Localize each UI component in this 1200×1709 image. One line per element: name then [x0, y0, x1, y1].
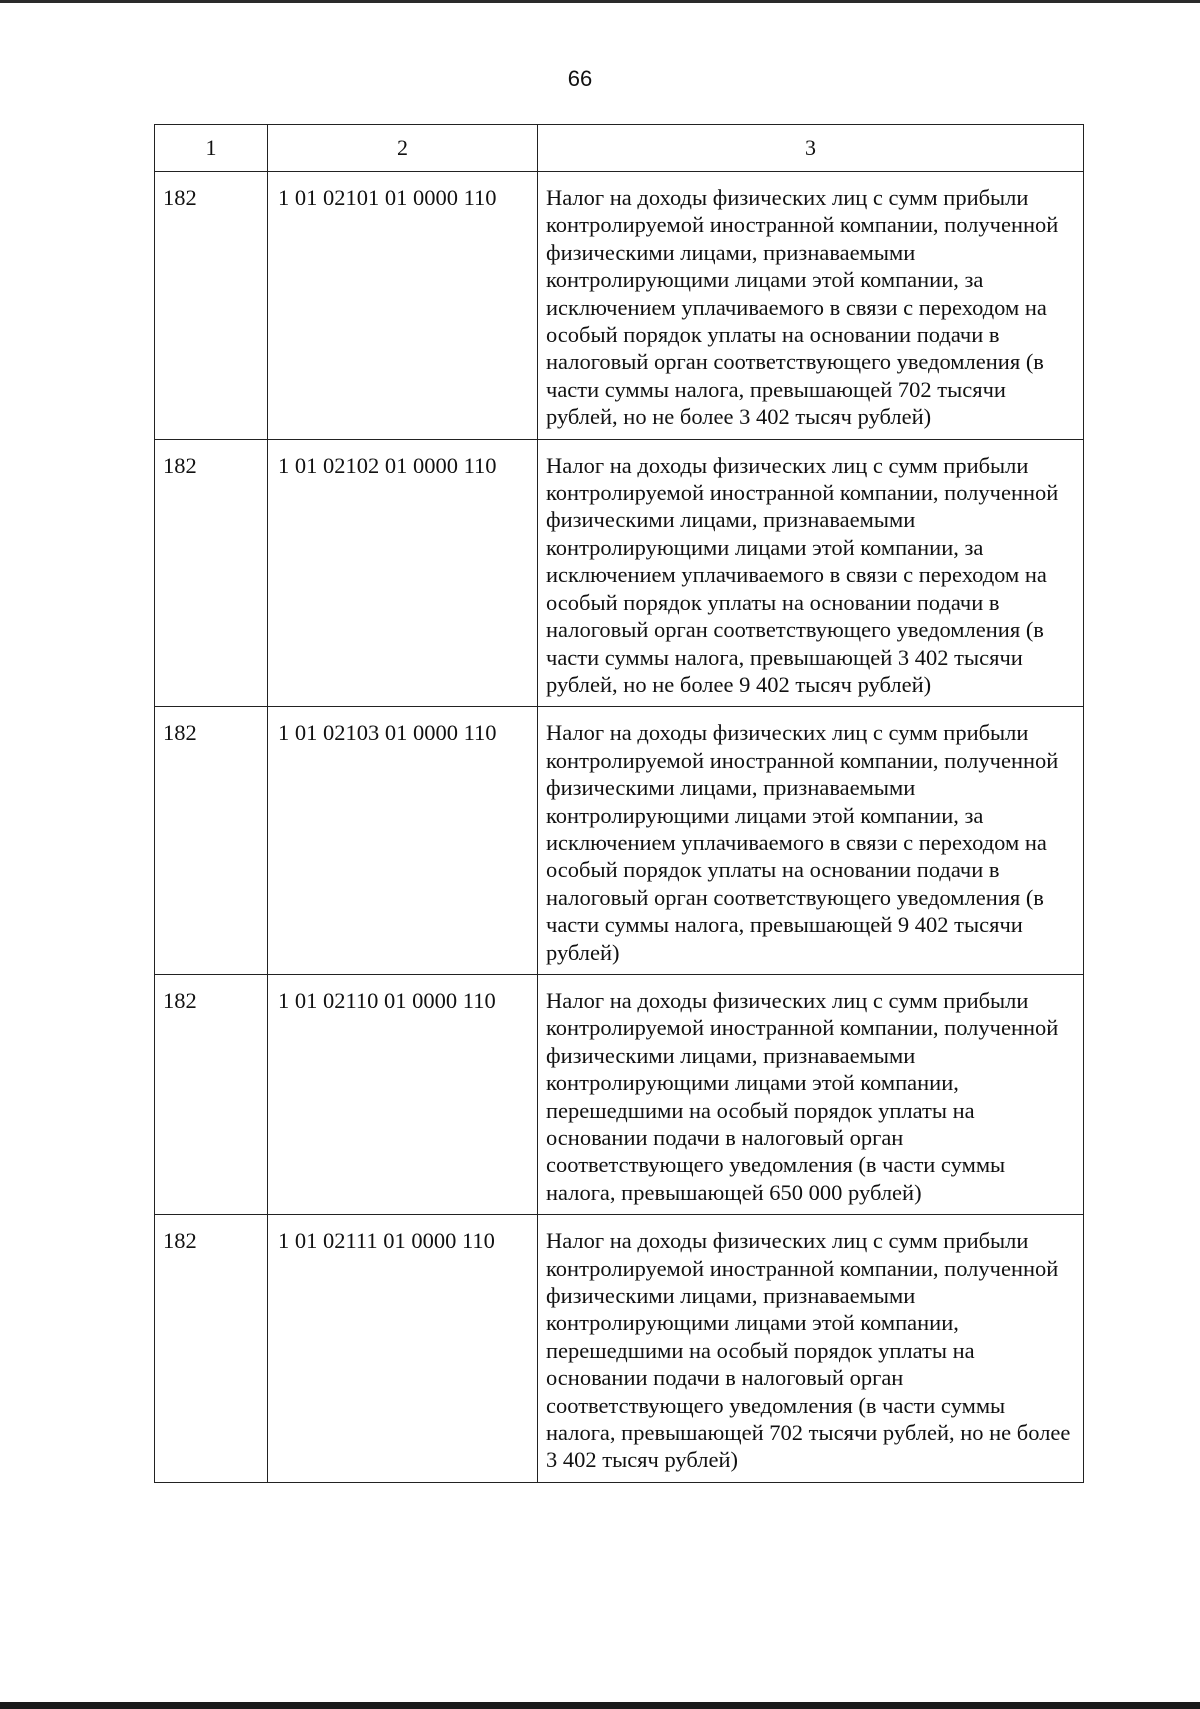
admin-code-cell: 182	[155, 974, 268, 1214]
description-cell: Налог на доходы физических лиц с сумм прибыли контролируемой иностранной компании, полученной физическими лицами, признаваемыми контролирующими лицами этой компании, перешедшими на особый порядок уплаты на основании подачи в налоговый орган соответствующего уведомления (в части суммы налога, превышающей 702 тысячи рублей, но не более 3 402 тысяч рублей)	[538, 1215, 1084, 1483]
table-row	[155, 172, 1084, 440]
budget-code-cell: 1 01 02110 01 0000 110	[268, 974, 538, 1214]
budget-code-cell: 1 01 02101 01 0000 110	[268, 172, 538, 440]
table-header	[155, 125, 1084, 172]
header-col-1: 1	[155, 125, 268, 172]
budget-classification-table	[154, 124, 1084, 1483]
budget-code-cell: 1 01 02111 01 0000 110	[268, 1215, 538, 1483]
top-scan-border	[0, 0, 1200, 3]
table-row	[155, 439, 1084, 707]
description-cell: Налог на доходы физических лиц с сумм прибыли контролируемой иностранной компании, полученной физическими лицами, признаваемыми контролирующими лицами этой компании, за исключением уплачиваемого в связи с переходом на особый порядок уплаты на основании подачи в налоговый орган соответствующего уведомления (в части суммы налога, превышающей 3 402 тысячи рублей, но не более 9 402 тысяч рублей)	[538, 439, 1084, 707]
admin-code-cell: 182	[155, 172, 268, 440]
header-row	[155, 125, 1084, 172]
admin-code-cell: 182	[155, 1215, 268, 1483]
description-cell: Налог на доходы физических лиц с сумм прибыли контролируемой иностранной компании, полученной физическими лицами, признаваемыми контролирующими лицами этой компании, за исключением уплачиваемого в связи с переходом на особый порядок уплаты на основании подачи в налоговый орган соответствующего уведомления (в части суммы налога, превышающей 9 402 тысячи рублей)	[538, 707, 1084, 975]
page-number: 66	[567, 66, 593, 91]
table-row	[155, 974, 1084, 1214]
admin-code-cell: 182	[155, 439, 268, 707]
table-row	[155, 707, 1084, 975]
budget-code-cell: 1 01 02103 01 0000 110	[268, 707, 538, 975]
bottom-scan-border	[0, 1702, 1200, 1709]
header-col-3: 3	[538, 125, 1084, 172]
table-row	[155, 1215, 1084, 1483]
table-body	[155, 172, 1084, 1483]
description-cell: Налог на доходы физических лиц с сумм прибыли контролируемой иностранной компании, полученной физическими лицами, признаваемыми контролирующими лицами этой компании, перешедшими на особый порядок уплаты на основании подачи в налоговый орган соответствующего уведомления (в части суммы налога, превышающей 650 000 рублей)	[538, 974, 1084, 1214]
header-col-2: 2	[268, 125, 538, 172]
description-cell: Налог на доходы физических лиц с сумм прибыли контролируемой иностранной компании, полученной физическими лицами, признаваемыми контролирующими лицами этой компании, за исключением уплачиваемого в связи с переходом на особый порядок уплаты на основании подачи в налоговый орган соответствующего уведомления (в части суммы налога, превышающей 702 тысячи рублей, но не более 3 402 тысяч рублей)	[538, 172, 1084, 440]
budget-code-cell: 1 01 02102 01 0000 110	[268, 439, 538, 707]
admin-code-cell: 182	[155, 707, 268, 975]
